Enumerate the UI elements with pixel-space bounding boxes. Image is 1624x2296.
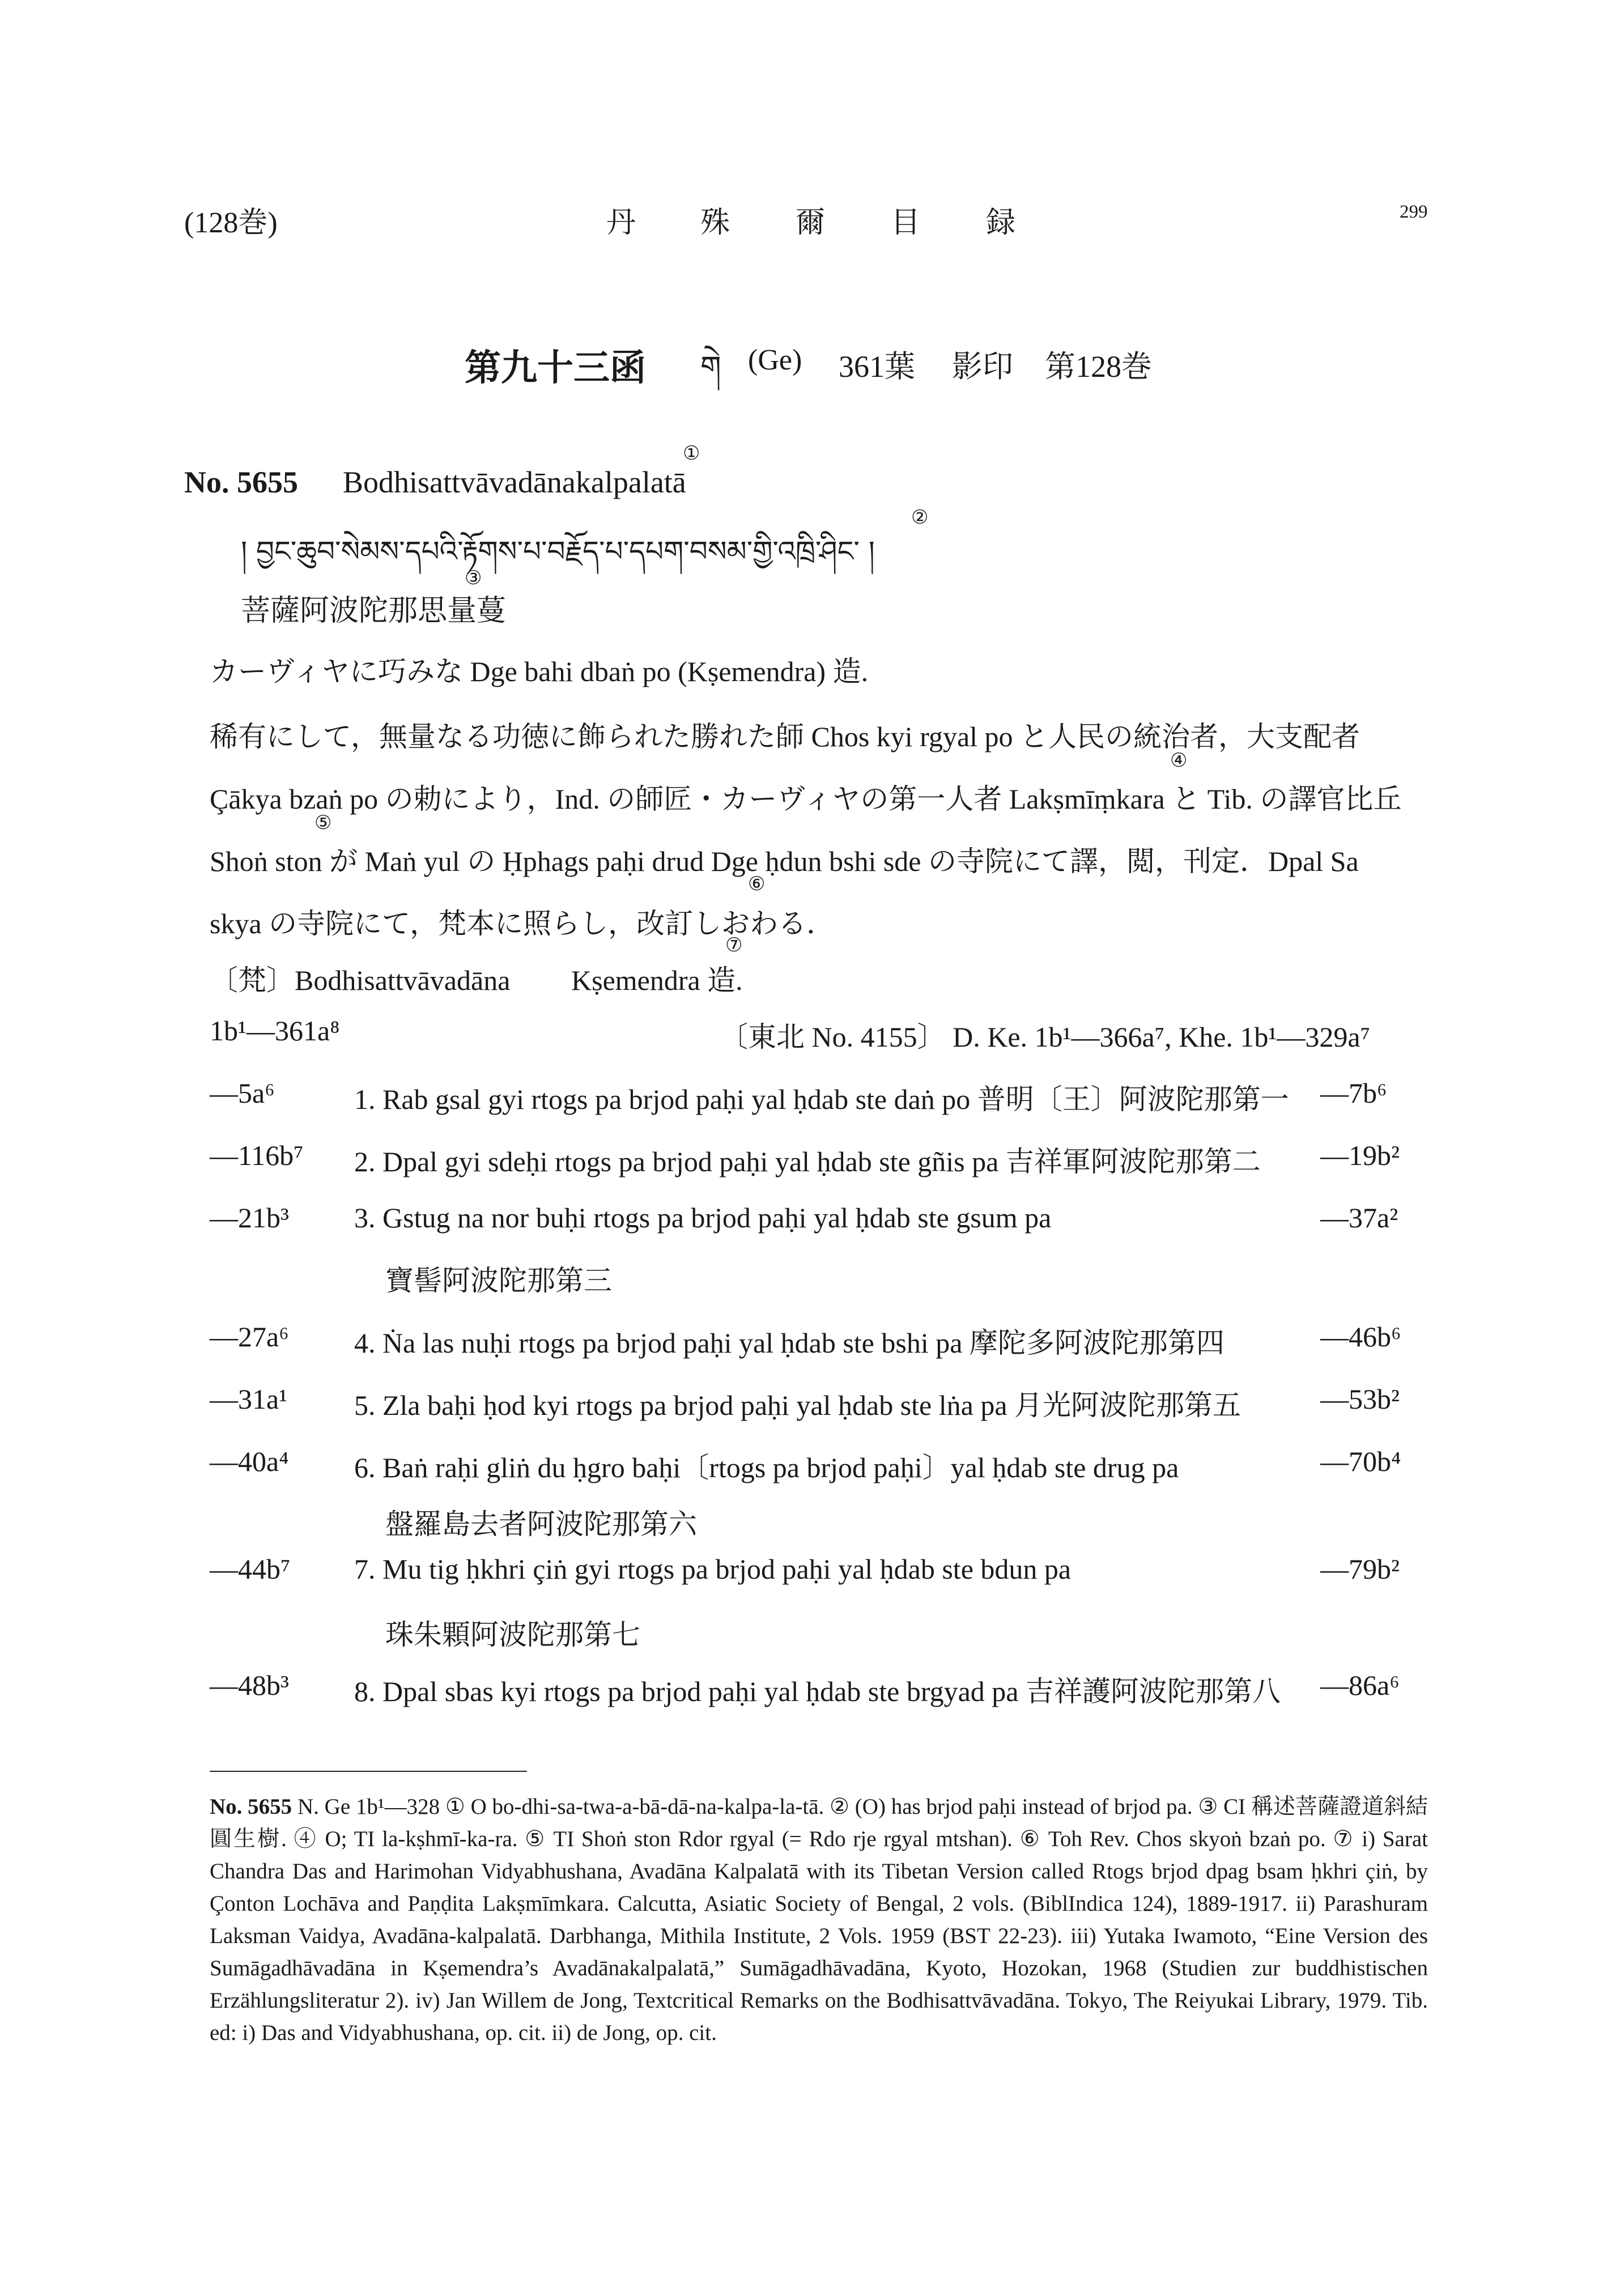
header-char-3: 爾 — [796, 207, 826, 239]
list-item-left: —5a⁶ — [210, 1077, 275, 1109]
list-item-right: —70b⁴ — [1320, 1445, 1401, 1477]
colophon-line-4: skya の寺院にて，梵本に照らし，改訂しおわる． — [210, 908, 835, 939]
footnote — [210, 1791, 1428, 2049]
list-item-text: 1. Rab gsal gyi rtogs pa brjod paḥi yal ḥdab ste daṅ po 普明〔王〕阿波陀那第一 — [354, 1083, 1289, 1115]
footnote-text: N. Ge 1b¹—328 ① O bo-dhi-sa-twa-a-bā-dā-na-kalpa-la-tā. ② (O) has brjod paḥi instead of brjod pa. ③ CI 稱述菩薩證道斜結圓生樹. ④ O; TI la-kṣhmī-ka-ra. ⑤ TI Shoṅ ston Rdor rgyal (= Rdo rje rgyal mtshan). ⑥ Toh Rev. Chos skyoṅ bzaṅ po. ⑦ i) Sarat Chandra Das and Harimohan Vidyabhushana, Avadāna Kalpalatā with its Tibetan Version called Rtogs brjod dpag bsam ḥkhri çiṅ, by Çonton Lochāva and Paṇḍita Lakṣmīmkara. Calcutta, Asiatic Society of Bengal, 2 vols. (BiblIndica 124), 1889-1917. ii) Parashuram Laksman Vaidya, Avadāna-kalpalatā. Darbhanga, Mithila Institute, 2 Vols. 1959 (BST 22-23). iii) Yutaka Iwamoto, “Eine Version des Sumāgadhāvadāna in Kṣemendra’s Avadānakalpalatā,” Sumāgadhāvadāna, Kyoto, Hozokan, 1968 (Studien zur buddhistischen Erzählungsliteratur 2). iv) Jan Willem de Jong, Textcritical Remarks on the Bodhisattvāvadāna. Tokyo, The Reiyukai Library, 1979. Tib. ed: i) Das and Vidyabhushana, op. cit. ii) de Jong, op. cit. — [210, 1795, 1429, 2045]
leaves-count: 361葉 — [839, 350, 915, 384]
note-marker-5: ⑤ — [314, 813, 332, 834]
footnote-rule — [210, 1771, 527, 1772]
list-item-text: 6. Baṅ raḥi gliṅ du ḥgro baḥi〔rtogs pa brjod paḥi〕yal ḥdab ste drug pa — [354, 1452, 1179, 1483]
page-number: 299 — [1400, 202, 1428, 222]
list-item-left: —40a⁴ — [210, 1445, 289, 1477]
list-item-continuation: 珠朱顆阿波陀那第七 — [385, 1619, 640, 1651]
list-item-right: —7b⁶ — [1320, 1077, 1387, 1109]
note-marker-2: ② — [911, 507, 929, 528]
author-line: カーヴィヤに巧みな Dge bahi dbaṅ po (Kṣemendra) 造. — [210, 656, 869, 687]
list-item-text: 4. Ṅa las nuḥi rtogs pa brjod paḥi yal ḥdab ste bshi pa 摩陀多阿波陀那第四 — [354, 1327, 1225, 1359]
note-marker-7: ⑦ — [725, 935, 743, 956]
list-item-right: —86a⁶ — [1320, 1669, 1400, 1701]
note-marker-1: ① — [683, 443, 700, 464]
folio-range: 1b¹—361a⁸ — [210, 1015, 340, 1047]
list-item-text: 7. Mu tig ḥkhri çiṅ gyi rtogs pa brjod paḥi yal ḥdab ste bdun pa — [354, 1553, 1072, 1585]
case-title: 第九十三函 — [465, 348, 646, 388]
header-char-1: 丹 — [606, 207, 636, 239]
header-char-2: 殊 — [700, 207, 730, 239]
volume-number: 第128巻 — [1045, 350, 1152, 384]
list-item-left: —27a⁶ — [210, 1321, 289, 1353]
list-item-left: —44b⁷ — [210, 1553, 291, 1585]
list-item-left: —21b³ — [210, 1202, 289, 1234]
colophon-line-1: 稀有にして，無量なる功徳に飾られた勝れた師 Chos kyi rgyal po と人民の統治者，大支配者 — [210, 721, 1361, 752]
list-item-right: —19b² — [1320, 1140, 1400, 1171]
tibetan-title: ། བྱང་ཆུབ་སེམས་དཔའི་རྟོགས་པ་བརྗོད་པ་དཔག་བསམ་གྱི་འཁྲི་ཤིང་ ། — [241, 535, 875, 568]
entry-number: No. 5655 — [184, 465, 298, 499]
tibetan-letter: གེ — [700, 351, 721, 384]
list-item-right: —79b² — [1320, 1553, 1400, 1585]
sanskrit-author: Kṣemendra 造. — [571, 964, 743, 996]
note-marker-6: ⑥ — [748, 874, 766, 895]
header-char-5: 録 — [986, 207, 1016, 239]
list-item-text: 8. Dpal sbas kyi rtogs pa brjod paḥi yal ḥdab ste brgyad pa 吉祥護阿波陀那第八 — [354, 1676, 1281, 1707]
list-item-text: 2. Dpal gyi sdeḥi rtogs pa brjod paḥi yal ḥdab ste gñis pa 吉祥軍阿波陀那第二 — [354, 1146, 1261, 1177]
list-item-continuation: 寶髻阿波陀那第三 — [385, 1265, 612, 1296]
list-item-text: 5. Zla baḥi ḥod kyi rtogs pa brjod paḥi yal ḥdab ste lṅa pa 月光阿波陀那第五 — [354, 1389, 1242, 1421]
edition-label: 影印 — [952, 350, 1013, 384]
sanskrit-title: 〔梵〕Bodhisattvāvadāna — [210, 964, 511, 996]
list-item-left: —48b³ — [210, 1669, 289, 1701]
list-item-left: —31a¹ — [210, 1383, 288, 1415]
list-item-right: —46b⁶ — [1320, 1321, 1401, 1353]
note-marker-4: ④ — [1170, 750, 1188, 771]
list-item-continuation: 盤羅島去者阿波陀那第六 — [385, 1508, 697, 1540]
list-item-left: —116b⁷ — [210, 1140, 304, 1171]
chinese-title: 菩薩阿波陀那思量蔓 — [241, 595, 507, 627]
list-item-text: 3. Gstug na nor buḥi rtogs pa brjod paḥi yal ḥdab ste gsum pa — [354, 1202, 1052, 1234]
header-char-4: 目 — [891, 207, 921, 239]
footnote-label: No. 5655 — [210, 1795, 292, 1819]
list-item-right: —37a² — [1320, 1202, 1398, 1234]
colophon-line-2: Çākya bzaṅ po の勅により，Ind. の師匠・カーヴィヤの第一人者 Lakṣmīṃkara と Tib. の譯官比丘 — [210, 783, 1402, 815]
note-marker-3: ③ — [465, 568, 482, 589]
list-item-right: —53b² — [1320, 1383, 1400, 1415]
tohoku-reference: 〔東北 No. 4155〕 D. Ke. 1b¹—366a⁷, Khe. 1b¹—329a⁷ — [720, 1021, 1371, 1053]
entry-title: Bodhisattvāvadānakalpalatā — [343, 465, 686, 499]
colophon-line-3: Shoṅ ston が Maṅ yul の Ḥphags paḥi drud Dge ḥdun bshi sde の寺院にて譯，閲，刊定．Dpal Sa — [210, 845, 1359, 877]
ge-label: (Ge) — [748, 344, 802, 376]
volume-label: (128巻) — [184, 207, 278, 239]
